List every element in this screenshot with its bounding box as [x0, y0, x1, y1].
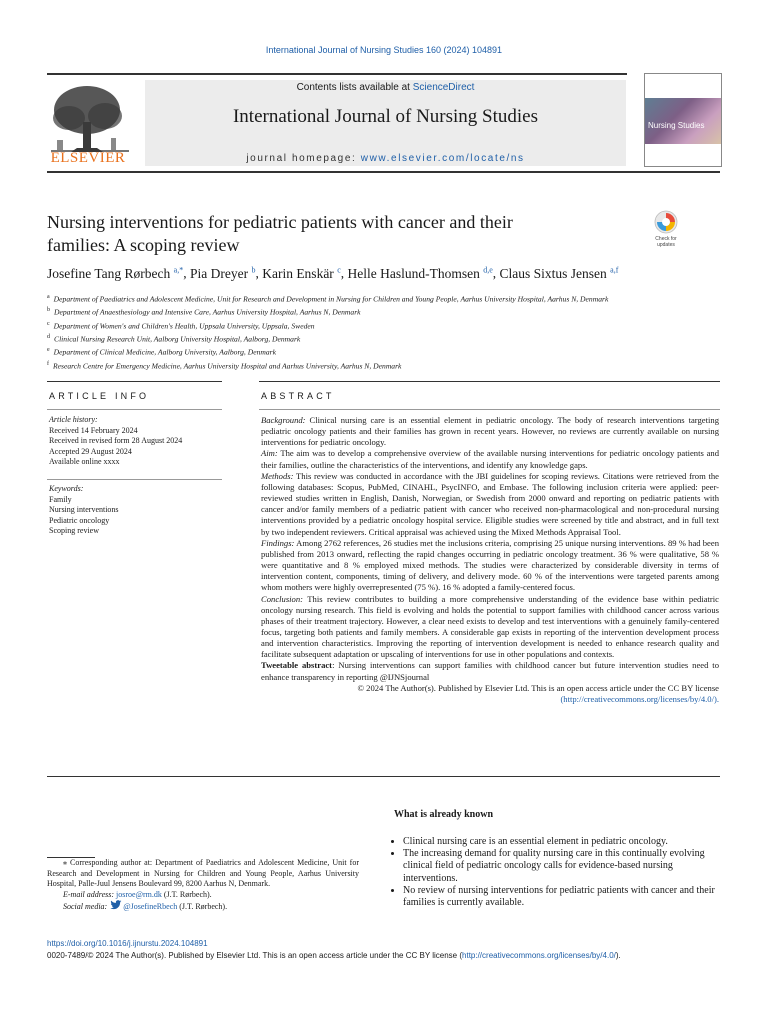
abstract-rule-2	[259, 409, 720, 410]
issn-license-line: 0020-7489/© 2024 The Author(s). Published by Elsevier Ltd. This is an open access article under the CC BY license (http://creativecommons.org/licenses/by/4.0/).	[47, 951, 621, 960]
abstract-aim: Aim: The aim was to develop a comprehensive overview of the available nursing interventions for pediatric oncology patients and their families, outline the characteristics of the interventions, and identify any knowledge gaps.	[261, 448, 719, 470]
abstract-findings: Findings: Among 2762 references, 26 studies met the inclusions criteria, comprising 25 unique nursing interventions. 89 % had been published from 2013 onward, reflecting the rapid changes occurring in pediatric oncology treatment. 36 % were qualitative, 58 % were quantitative and 8 % employed mixed methods. The studies were characterized by considerable diversity in terms of intervention content, components, timing of delivery, and delivery mode. 60 % of the interventions were targeted parents among whom mothers were highly overrepresented (75 %). 16 % adopted a family-centered focus.	[261, 537, 719, 593]
affiliation: $^e$ Department of Clinical Medicine, Aalborg University, Aalborg, Denmark	[47, 347, 276, 357]
homepage-link[interactable]: www.elsevier.com/locate/ns	[360, 153, 525, 164]
abstract-conclusion: Conclusion: This review contributes to building a more comprehensive understanding of the evidence base within pediatric oncology nursing research. This field is evolving and holds the potential to support families with childhood cancer across various phases of their treatment trajectory. However, a clear need exists to develop and test interventions with a genuinely family-centered focus, targeting both patients and family members. A considerable gap exists in reporting of the intervention development process and intervention characteristics. Improving the reporting of intervention development is needed to enhance research quality and facilitate subsequent adaptation or upscaling of interventions for use in other populations and contexts.	[261, 593, 719, 660]
author-name[interactable]: Helle Haslund-Thomsen $^{d,e}$	[347, 265, 493, 281]
author-name[interactable]: Claus Sixtus Jensen $^{a,f}$	[499, 265, 619, 281]
corresponding-author-footnote	[47, 858, 359, 913]
already-known-list	[394, 836, 724, 909]
author-name[interactable]: Josefine Tang Rørbech $^{a,*}$	[47, 265, 184, 281]
journal-cover-thumbnail[interactable]	[644, 73, 722, 167]
keyword[interactable]: Nursing interventions	[49, 505, 119, 515]
list-item: • Clinical nursing care is an essential element in pediatric oncology.	[403, 836, 724, 848]
bird-icon	[109, 900, 123, 910]
article-title-line2: families: A scoping review	[47, 235, 240, 255]
article-history	[49, 415, 221, 468]
article-history-label: Article history:	[49, 415, 98, 424]
history-entry: Available online xxxx	[49, 457, 120, 467]
abstract-tweetable: Tweetable abstract: Nursing interventions can support families with childhood cancer but future intervention studies need to enhance transparency in reporting @IJNSjournal	[261, 660, 719, 682]
journal-citation-link[interactable]: International Journal of Nursing Studies 160 (2024) 104891	[265, 45, 503, 55]
affiliation: $^a$ Department of Paediatrics and Adolescent Medicine, Unit for Research and Development in Nursing for Children and Young People, Aarhus University Hospital, Aarhus N, Denmark	[47, 294, 609, 304]
abstract-rule	[259, 381, 720, 382]
abstract-body	[261, 415, 719, 705]
list-item: • The increasing demand for quality nursing care in this continually evolving clinical field of pediatric oncology calls for evidence-based nursing interventions.	[403, 848, 724, 885]
abstract-heading: ABSTRACT	[261, 391, 335, 401]
keyword[interactable]: Family	[49, 494, 72, 504]
list-item: • No review of nursing interventions for pediatric patients with cancer and their families is currently available.	[403, 885, 724, 909]
keyword[interactable]: Pediatric oncology	[49, 515, 110, 525]
elsevier-wordmark: ELSEVIER	[50, 150, 126, 166]
history-entry: Received in revised form 28 August 2024	[49, 436, 183, 446]
affiliations	[47, 292, 727, 372]
abstract-bottom-rule	[47, 776, 720, 777]
article-info-rule	[47, 381, 222, 382]
masthead-rule-top	[47, 73, 627, 75]
history-entry: Received 14 February 2024	[49, 425, 138, 435]
homepage-prefix: journal homepage:	[246, 153, 361, 164]
keywords	[49, 484, 221, 537]
social-link[interactable]: @JosefineRbech	[123, 902, 178, 912]
affiliation: $^d$ Clinical Nursing Research Unit, Aalborg University Hospital, Aalborg, Denmark	[47, 333, 301, 344]
already-known-heading: What is already known	[394, 809, 494, 820]
article-info-rule-2	[47, 409, 222, 410]
license-link[interactable]: http://creativecommons.org/licenses/by/4.0/	[462, 951, 616, 960]
license-link[interactable]: (http://creativecommons.org/licenses/by/4.0/).	[560, 693, 719, 704]
corresponding-author: ⁎ Corresponding author at: Department of Paediatrics and Adolescent Medicine, Unit for Research and Development in Nursing for Children and Young People, Aarhus University Hospital, Palle-Juul Jensens Boulevard 99, 8200 Aarhus N, Denmark.	[47, 858, 359, 889]
abstract-background: Background: Clinical nursing care is an essential element in pediatric oncology. The body of research interventions targeting pediatric oncology patients and their families has grown in recent years. However, no reviews are currently available on nursing interventions for pediatric oncology.	[261, 415, 719, 448]
masthead-rule-bottom	[47, 171, 720, 173]
sciencedirect-link[interactable]: ScienceDirect	[412, 82, 475, 93]
email-link[interactable]: josroe@rm.dk	[116, 889, 162, 899]
affiliation: $^b$ Department of Anaesthesiology and Intensive Care, Aarhus University Hospital, Aarhus N, Denmark	[47, 307, 361, 317]
article-info-heading: ARTICLE INFO	[49, 391, 150, 401]
affiliation: $^f$ Research Centre for Emergency Medicine, Aarhus University Hospital and Aarhus University, Aarhus N, Denmark	[47, 360, 402, 371]
doi-link[interactable]: https://doi.org/10.1016/j.ijnurstu.2024.104891	[47, 939, 208, 948]
author-name[interactable]: Pia Dreyer $^b$	[189, 265, 256, 281]
cover-title: Nursing Studies	[648, 121, 705, 130]
author-name[interactable]: Karin Enskär $^c$	[262, 265, 341, 281]
history-rule	[47, 479, 222, 480]
article-title	[47, 211, 607, 257]
affiliation: $^c$ Department of Women's and Children's Health, Uppsala University, Uppsala, Sweden	[47, 320, 315, 331]
journal-title: International Journal of Nursing Studies	[232, 106, 538, 127]
contents-prefix: Contents lists available at	[296, 82, 413, 93]
social-line: Social media: @JosefineRbech (J.T. Rørbech).	[63, 902, 228, 912]
contents-line	[145, 82, 626, 93]
email-line: E-mail address: josroe@rm.dk (J.T. Rørbech).	[63, 889, 212, 899]
check-for-updates-label: Check for updates	[655, 236, 677, 248]
author-list: Josefine Tang Rørbech $^{a,*}$, Pia Dreyer $^b$, Karin Enskär $^c$, Helle Haslund-Thomsen $^{d,e}$, Claus Sixtus Jensen $^{a,f}$	[47, 265, 619, 281]
keywords-label: Keywords:	[49, 484, 84, 493]
abstract-methods: Methods: This review was conducted in accordance with the JBI guidelines for scoping reviews. Citations were retrieved from the following databases: Scopus, PubMed, CINAHL, PsycINFO, and Embase. The following inclusion criteria were applied: peer-reviewed studies written in English, Danish, Norwegian, or Swedish from 2000 onward and reporting on pediatric patients with cancer and/or family members of a pediatric patient with cancer who received non-pharmacological and non-procedural nursing interventions provided by a pediatric oncology hospital service. Eligible studies were screened by title and abstract, and in full text by two independent reviewers. Critical appraisal was achieved using the Mixed Methods Appraisal Tool.	[261, 470, 719, 537]
article-title-line1: Nursing interventions for pediatric patients with cancer and their	[47, 212, 513, 232]
history-entry: Accepted 29 August 2024	[49, 446, 132, 456]
keyword[interactable]: Scoping review	[49, 526, 99, 536]
journal-homepage-line	[145, 153, 626, 164]
abstract-copyright: © 2024 The Author(s). Published by Elsevier Ltd. This is an open access article under the CC BY license (http://creativecommons.org/licenses/by/4.0/).	[357, 682, 719, 704]
